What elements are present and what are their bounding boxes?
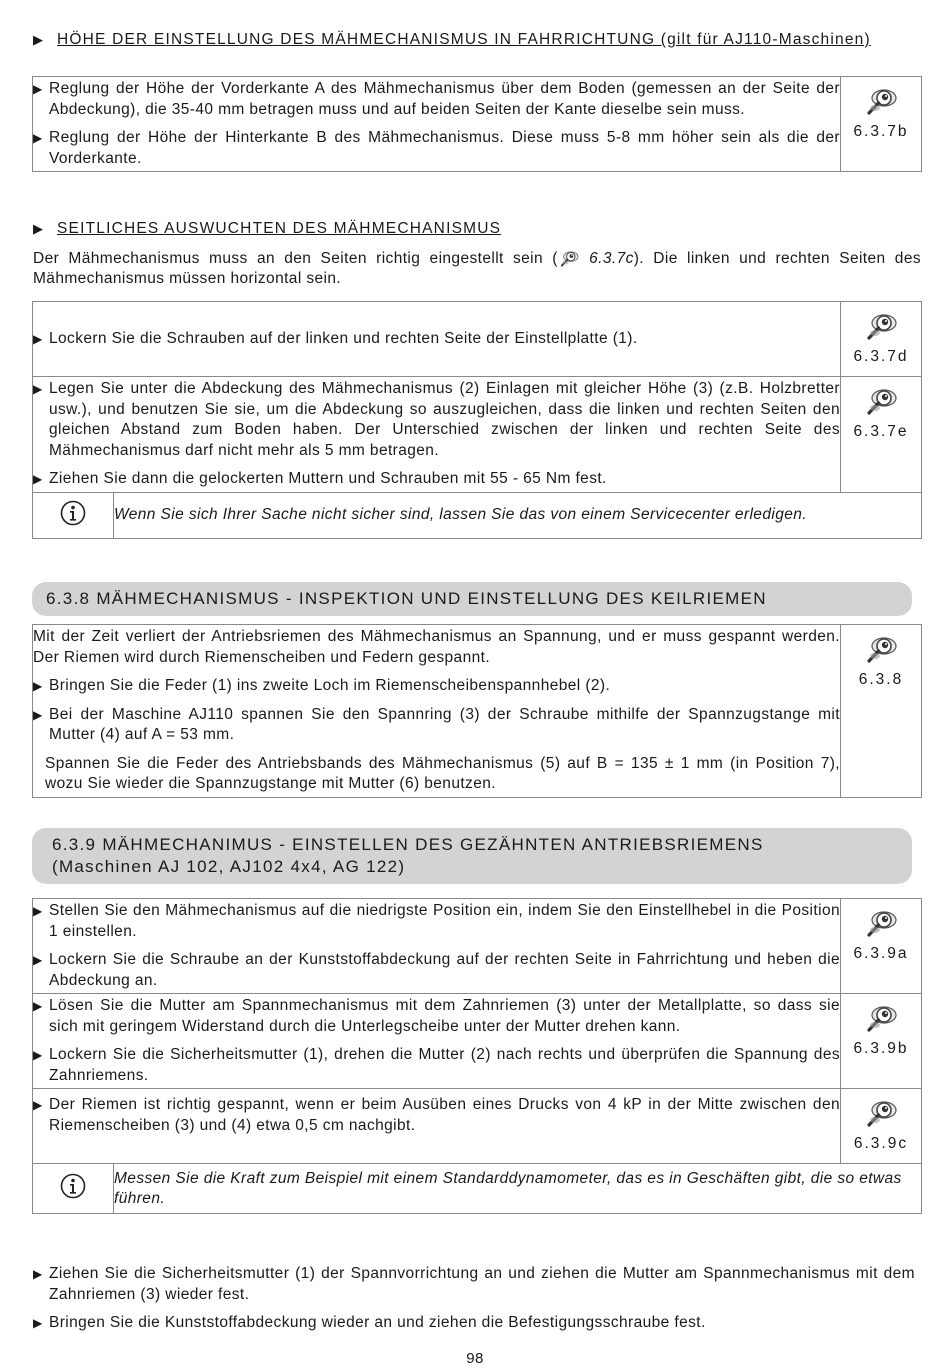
triangle-right-icon: ▶ xyxy=(33,1316,43,1330)
figure-ref: 6.3.8 xyxy=(858,671,904,688)
hoehe-table xyxy=(32,76,922,172)
zahnriemen-table xyxy=(32,898,922,1214)
note-text: Messen Sie die Kraft zum Beispiel mit einem Standarddynamometer, das es in Geschäften gibt, die so etwas führen. xyxy=(114,1164,922,1214)
triangle-right-icon: ▶ xyxy=(33,1267,43,1281)
list-item: ▶ Stellen Sie den Mähmechanismus auf die niedrigste Position ein, indem Sie den Einstellhebel in die Position 1 einstellen. xyxy=(33,902,840,940)
figure-ref-cell xyxy=(841,899,922,994)
auswuchten-table xyxy=(32,301,922,539)
list-item: ▶ Lockern Sie die Schrauben auf der linken und rechten Seite der Einstellplatte (1). xyxy=(33,329,840,350)
list-item: ▶ Ziehen Sie die Sicherheitsmutter (1) der Spannvorrichtung an und ziehen die Mutter am Spannmechanismus mit dem Zahnriemen (3) wieder fest. xyxy=(33,1265,915,1303)
section-title-639: 6.3.9 MÄHMECHANIMUS - EINSTELLEN DES GEZÄHNTEN ANTRIEBSRIEMENS (Maschinen AJ 102, AJ102 4x4, AG 122) xyxy=(32,828,912,884)
section-heading-auswuchten: ▶ SEITLICHES AUSWUCHTEN DES MÄHMECHANISMUS xyxy=(33,220,502,237)
figure-ref-cell xyxy=(841,302,922,377)
figure-ref: 6.3.7e xyxy=(853,423,909,440)
magnifier-eye-icon xyxy=(558,250,580,268)
figure-ref: 6.3.9c xyxy=(853,1135,909,1152)
figure-ref-cell xyxy=(841,625,922,798)
magnifier-eye-icon xyxy=(864,312,898,342)
paragraph: Mit der Zeit verliert der Antriebsriemen des Mähmechanismus an Spannung, und er muss gespannt werden. Der Riemen wird durch Riemenscheiben und Federn gespannt. xyxy=(33,628,840,666)
figure-ref: 6.3.7d xyxy=(853,348,909,365)
section-title-638: 6.3.8 MÄHMECHANISMUS - INSPEKTION UND EINSTELLUNG DES KEILRIEMEN xyxy=(32,582,912,616)
figure-ref-cell xyxy=(841,1089,922,1164)
magnifier-eye-icon xyxy=(864,635,898,665)
list-item: ▶ Bringen Sie die Feder (1) ins zweite Loch im Riemenscheibenspannhebel (2). xyxy=(33,676,840,697)
triangle-right-icon: ▶ xyxy=(33,82,43,96)
triangle-right-icon: ▶ xyxy=(33,221,44,236)
list-item: ▶ Ziehen Sie dann die gelockerten Muttern und Schrauben mit 55 - 65 Nm fest. xyxy=(33,469,840,490)
closing-steps xyxy=(33,1262,915,1336)
info-icon xyxy=(60,1173,86,1199)
list-item: ▶ Lockern Sie die Sicherheitsmutter (1), drehen die Mutter (2) nach rechts und überprüfen die Spannung des Zahnriemens. xyxy=(33,1046,840,1084)
magnifier-eye-icon xyxy=(864,909,898,939)
section-heading-hoehe: ▶ HÖHE DER EINSTELLUNG DES MÄHMECHANISMUS IN FAHRRICHTUNG (gilt für AJ110-Maschinen) xyxy=(33,31,871,48)
magnifier-eye-icon xyxy=(864,1004,898,1034)
triangle-right-icon: ▶ xyxy=(33,1048,43,1062)
list-item: ▶ Legen Sie unter die Abdeckung des Mähmechanismus (2) Einlagen mit gleicher Höhe (3) (z.B. Holzbretter usw.), und benutzen Sie sie, um die Abdeckung so auszugleichen, dass die linken und rechten Seiten den gleichen Abstand zum Boden haben. Der Unterschied zwischen der linken und rechten Seite des Mähmechanismus darf nicht mehr als 5 mm betragen. xyxy=(33,380,840,459)
triangle-right-icon: ▶ xyxy=(33,707,43,722)
page-number: 98 xyxy=(466,1350,484,1367)
triangle-right-icon: ▶ xyxy=(33,999,43,1013)
triangle-right-icon: ▶ xyxy=(33,1098,43,1112)
triangle-right-icon: ▶ xyxy=(33,331,43,346)
figure-ref: 6.3.9b xyxy=(853,1040,909,1057)
list-item: ▶ Bringen Sie die Kunststoffabdeckung wieder an und ziehen die Befestigungsschraube fest. xyxy=(33,1313,915,1334)
triangle-right-icon: ▶ xyxy=(33,953,43,967)
figure-ref: 6.3.7b xyxy=(853,123,909,140)
triangle-right-icon: ▶ xyxy=(33,382,43,396)
info-icon xyxy=(60,500,86,526)
list-item: ▶ Bei der Maschine AJ110 spannen Sie den Spannring (3) der Schraube mithilfe der Spannzugstange mit Mutter (4) auf A = 53 mm. xyxy=(33,705,840,743)
magnifier-eye-icon xyxy=(864,1099,898,1129)
list-item: ▶ Reglung der Höhe der Hinterkante B des Mähmechanismus. Diese muss 5-8 mm höher sein als die der Vorderkante. xyxy=(33,129,840,167)
list-item: ▶ Lockern Sie die Schraube an der Kunststoffabdeckung auf der rechten Seite in Fahrrichtung und heben die Abdeckung an. xyxy=(33,951,840,989)
figure-ref-cell xyxy=(841,994,922,1089)
auswuchten-intro: Der Mähmechanismus muss an den Seiten richtig eingestellt sein ( 6.3.7c). Die linken und rechten Seiten des Mähmechanismus müssen horizontal sein. xyxy=(33,250,921,287)
paragraph: Spannen Sie die Feder des Antriebsbands des Mähmechanismus (5) auf B = 135 ± 1 mm (in Position 7), wozu Sie wieder die Spannzugstange mit Mutter (6) benutzen. xyxy=(45,754,840,792)
figure-ref: 6.3.9a xyxy=(853,945,909,962)
triangle-right-icon: ▶ xyxy=(33,904,43,918)
figure-ref-cell xyxy=(841,377,922,493)
magnifier-eye-icon xyxy=(864,87,898,117)
list-item: ▶ Der Riemen ist richtig gespannt, wenn er beim Ausüben eines Drucks von 4 kP in der Mitte zwischen den Riemenscheiben (3) und (4) etwa 0,5 cm nachgibt. xyxy=(33,1096,840,1134)
figure-ref-cell xyxy=(841,77,922,172)
list-item: ▶ Lösen Sie die Mutter am Spannmechanismus mit dem Zahnriemen (3) unter der Metallplatte, so dass sie sich mit geringem Widerstand durch die Unterlegscheibe unter der Mutter drehen kann. xyxy=(33,997,840,1035)
list-item: ▶ Reglung der Höhe der Vorderkante A des Mähmechanismus über dem Boden (gemessen an der Seite der Abdeckung), die 35-40 mm betragen muss und auf beiden Seiten der Kante dieselbe sein muss. xyxy=(33,80,840,118)
triangle-right-icon: ▶ xyxy=(33,32,44,47)
triangle-right-icon: ▶ xyxy=(33,472,43,486)
note-text: Wenn Sie sich Ihrer Sache nicht sicher sind, lassen Sie das von einem Servicecenter erledigen. xyxy=(114,492,922,538)
keilriemen-table xyxy=(32,624,922,798)
magnifier-eye-icon xyxy=(864,387,898,417)
triangle-right-icon: ▶ xyxy=(33,131,43,145)
triangle-right-icon: ▶ xyxy=(33,679,43,693)
